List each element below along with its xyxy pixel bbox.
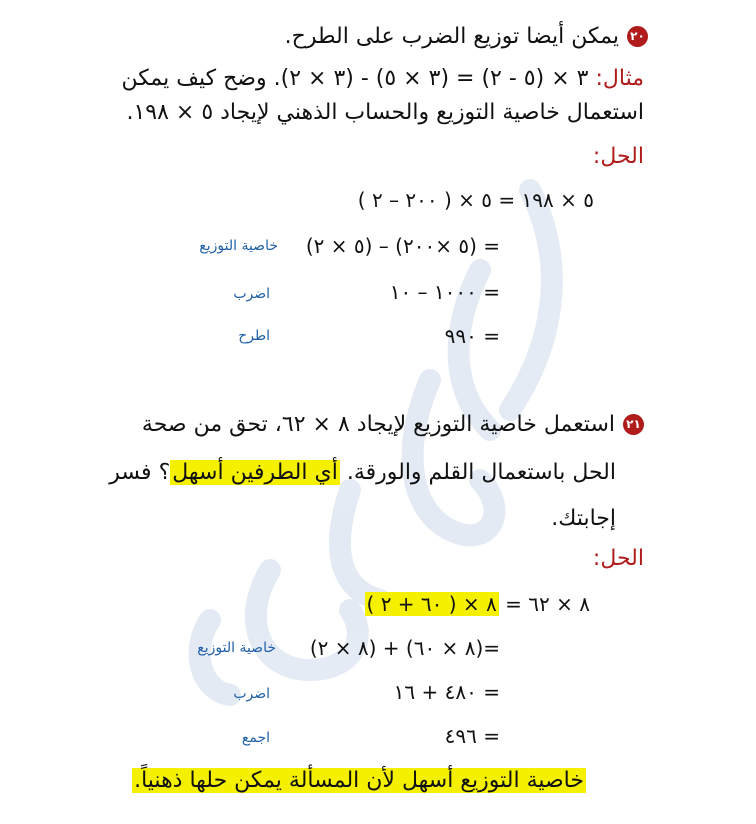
q21-step-3-note: اضرب (233, 686, 270, 702)
q20-step-3: = ١٠٠٠ – ١٠ (389, 280, 500, 304)
q21-step-4-note: اجمع (241, 730, 270, 746)
q21-number-badge: ٢١ (623, 414, 644, 435)
q20-example-text: ٣ × (٥ - ٢) = (٣ × ٥) - (٣ × ٢). وضح كيف يمكن (121, 66, 589, 91)
q21-step-2-note: خاصية التوزيع (197, 640, 276, 656)
q20-step-2-note: خاصية التوزيع (199, 238, 278, 254)
q21-solution-label: الحل: (592, 546, 644, 571)
q21-line-1 (142, 410, 644, 440)
q21-step-1-left: ٨ × ٦٢ = (498, 592, 590, 616)
q20-step-4-note: اطرح (238, 328, 270, 344)
q21-text-2b: ؟ فسر (109, 460, 171, 485)
q21-step-3: = ٤٨٠ + ١٦ (393, 680, 500, 704)
q21-step-2: =(٨ × ٦٠) + (٨ × ٢) (309, 636, 500, 660)
q21-step-4: = ٤٩٦ (444, 724, 500, 748)
q21-conclusion-highlight: خاصية التوزيع أسهل لأن المسألة يمكن حلها ذهنياً. (134, 768, 584, 793)
q20-number-badge: ٢٠ (627, 26, 648, 47)
q21-text-1: استعمل خاصية التوزيع لإيجاد ٨ × ٦٢، تحق من صحة (141, 412, 615, 437)
q20-example-line2 (126, 98, 644, 128)
q21-line-3: إجابتك. (551, 506, 616, 531)
q20-step-3-note: اضرب (233, 286, 270, 302)
q20-step-2: = (٥ ×٢٠٠) – (٥ × ٢) (305, 234, 500, 258)
q20-example-label: مثال: (595, 66, 644, 91)
q21-line-2 (109, 458, 616, 488)
q21-step-1 (365, 590, 590, 618)
q21-conclusion (132, 766, 586, 796)
q21-question-highlight: أي الطرفين أسهل (172, 460, 338, 485)
q20-solution-label: الحل: (592, 144, 644, 169)
q20-step-4: = ٩٩٠ (444, 324, 500, 348)
q20-intro-line (285, 22, 648, 52)
q20-intro-text: يمكن أيضا توزيع الضرب على الطرح. (284, 24, 619, 49)
q20-step-1: ٥ × ١٩٨ = ٥ × ( ٢٠٠ – ٢ ) (357, 188, 594, 212)
q21-text-2a: الحل باستعمال القلم والورقة. (339, 460, 616, 485)
q21-step-1-highlight: ٨ × ( ٦٠ + ٢ ) (366, 592, 497, 616)
q20-example-line (122, 64, 645, 94)
q20-example-text2: استعمال خاصية التوزيع والحساب الذهني لإيجاد ٥ × ١٩٨. (126, 100, 644, 125)
